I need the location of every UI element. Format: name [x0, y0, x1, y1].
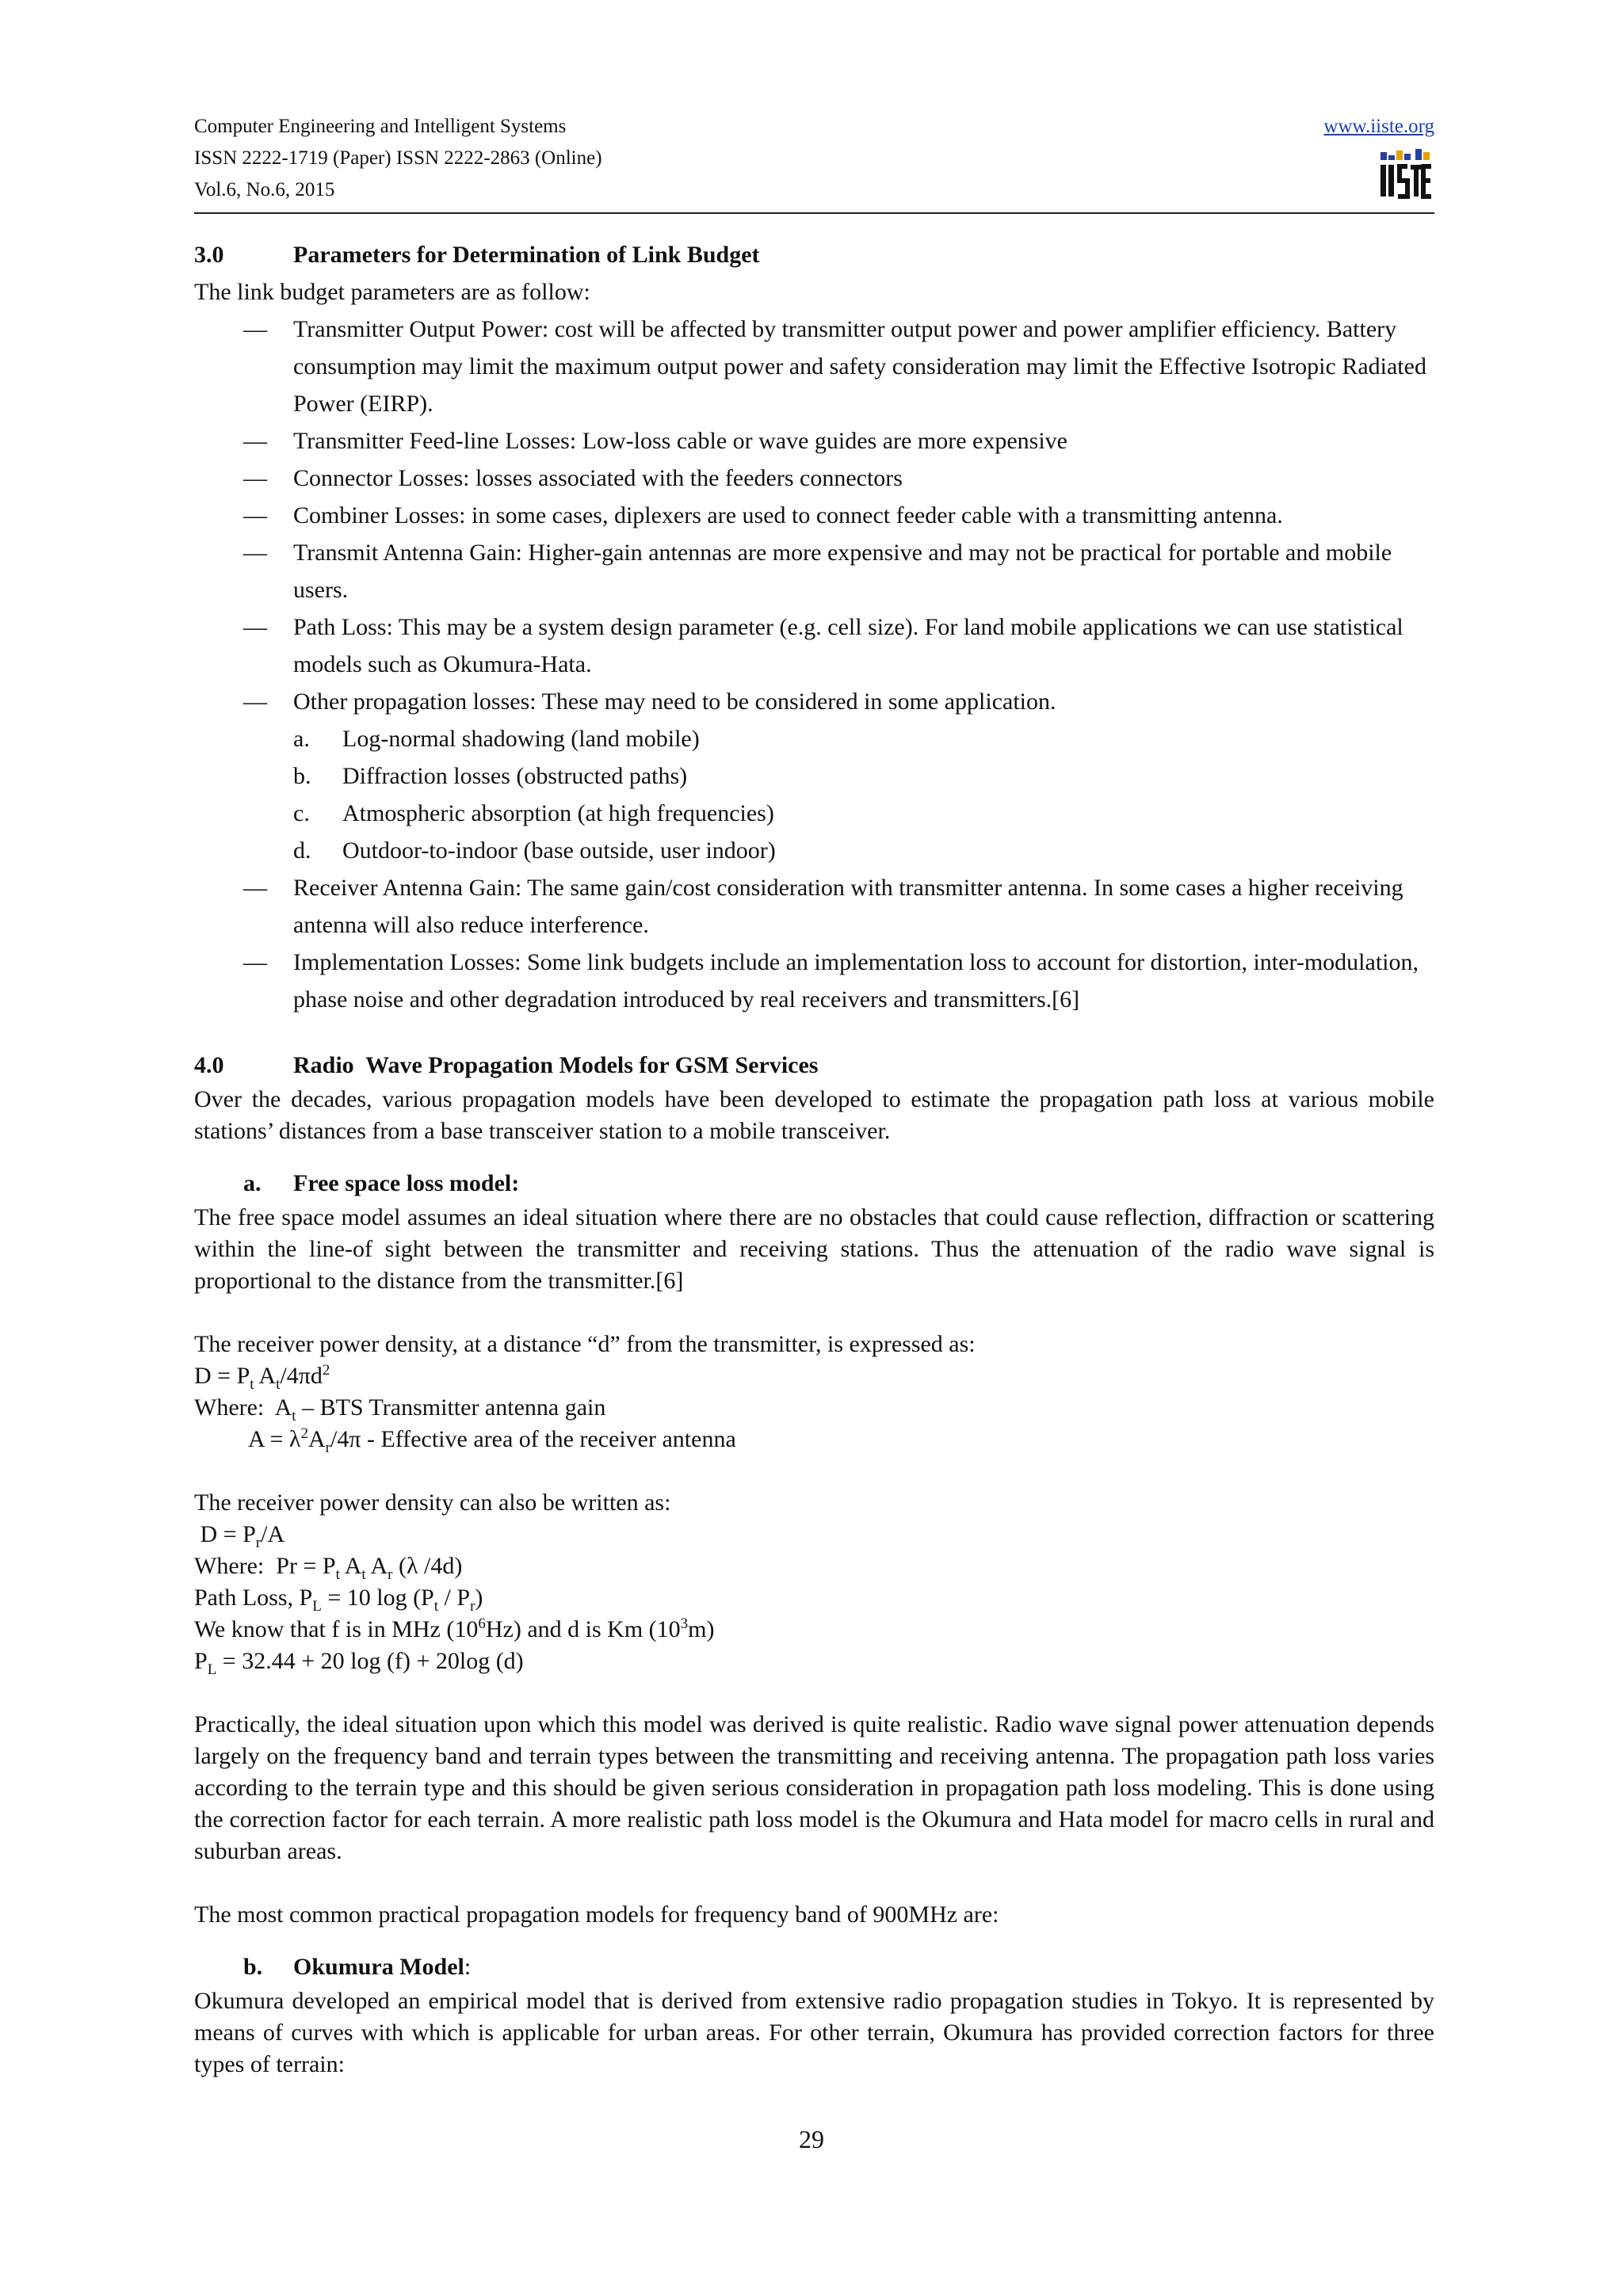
list-item: — Receiver Antenna Gain: The same gain/cost consideration with transmitter antenna. In some cases a higher receiving antenna will also reduce interference.: [243, 875, 1403, 938]
section-3-intro: The link budget parameters are as follow:: [194, 279, 590, 305]
list-item: — Implementation Losses: Some link budgets include an implementation loss to account for distortion, inter-modulation, phase noise and other degradation introduced by real receivers and transmitters.[6]: [243, 949, 1419, 1013]
list-item: — Path Loss: This may be a system design parameter (e.g. cell size). For land mobile applications we can use statistical models such as Okumura-Hata.: [243, 614, 1403, 677]
equation-received-power: Where: $Pr = P_t$ $A_t$ $A_r$ (λ /4d): [194, 1553, 463, 1583]
link-budget-list: [194, 311, 1434, 720]
density-intro: The receiver power density, at a distance “d” from the transmitter, is expressed as:: [194, 1331, 976, 1357]
list-item: — Transmitter Feed-line Losses: Low-loss cable or wave guides are more expensive: [243, 428, 1067, 454]
section-3-heading: 3.0 Parameters for Determination of Link Budget: [194, 242, 760, 268]
journal-name: Computer Engineering and Intelligent Systems: [194, 116, 567, 137]
sublist-item: c. Atmospheric absorption (at high frequencies): [293, 800, 774, 826]
sublist-item: d. Outdoor-to-indoor (base outside, user indoor): [293, 837, 776, 864]
equation-density: $D = P_t$ $A_t/4\pi d^2$: [194, 1362, 330, 1393]
section-4-heading: 4.0 Radio Wave Propagation Models for GSM Services: [194, 1052, 819, 1078]
link-budget-list-continued: [194, 869, 1434, 1018]
list-item: — Other propagation losses: These may need to be considered in some application.: [243, 688, 1056, 715]
equation-where-gain: Where: $A_t$ – BTS Transmitter antenna gain: [194, 1394, 606, 1425]
list-item: — Transmit Antenna Gain: Higher-gain antennas are more expensive and may not be practical for portable and mobile users.: [243, 540, 1392, 603]
sublist-item: b. Diffraction losses (obstructed paths): [293, 763, 688, 789]
page-header: [194, 111, 1434, 214]
page-body: [194, 236, 1434, 2081]
issn-line: ISSN 2222-1719 (Paper) ISSN 2222-2863 (Online): [194, 147, 602, 169]
list-item: — Transmitter Output Power: cost will be affected by transmitter output power and power amplifier efficiency. Battery consumption may limit the maximum output power and safety consideration may limit the Effective Isotropic Radiated Power (EIRP).: [243, 316, 1426, 417]
equation-path-loss-final: $P_L = 32.44 + 20$ log (f) + 20log (d): [194, 1648, 524, 1678]
sublist-item: a. Log-normal shadowing (land mobile): [293, 726, 700, 752]
propagation-loss-sublist: [194, 720, 1434, 869]
okumura-heading: b. Okumura Model:: [243, 1954, 472, 1980]
equation-path-loss: Path Loss, $P_L = 10$ $\log (P_t / P_r)$: [194, 1585, 483, 1615]
free-space-equations: [194, 1329, 1434, 1677]
paper-page: [194, 111, 1434, 2081]
okumura-paragraph: Okumura developed an empirical model that is derived from extensive radio propagation studies in Tokyo. It is represented by means of curves with which is applicable for urban areas. For other terrain, Okumura has provided correction factors for three types of terrain:: [194, 1988, 1434, 2077]
section-4-intro: Over the decades, various propagation models have been developed to estimate the propagation path loss at various mobile stations’ distances from a base transceiver station to a mobile transceiver.: [194, 1086, 1434, 1144]
equation-effective-area: $A = \lambda^2A_r/4\pi$ - Effective area of the receiver antenna: [248, 1425, 736, 1456]
free-space-heading: a. Free space loss model:: [243, 1170, 520, 1196]
equation-density-alt: $D = P_r/A$: [194, 1521, 285, 1551]
iiste-logo-icon: [1379, 147, 1433, 200]
density-alt-intro: The receiver power density can also be written as:: [194, 1489, 671, 1516]
equation-units: We know that f is in MHz $(10^6Hz)$ and d is Km $(10^3m)$: [194, 1615, 715, 1642]
common-models-line: The most common practical propagation models for frequency band of 900MHz are:: [194, 1901, 999, 1928]
list-item: — Combiner Losses: in some cases, diplexers are used to connect feeder cable with a transmitting antenna.: [243, 502, 1283, 528]
page-number: 29: [799, 2125, 824, 2153]
list-item: — Connector Losses: losses associated with the feeders connectors: [243, 465, 903, 491]
volume-line: Vol.6, No.6, 2015: [194, 179, 335, 200]
free-space-paragraph: The free space model assumes an ideal situation where there are no obstacles that could cause reflection, diffraction or scattering within the line-of sight between the transmitter and receiving stations. Thus the attenuation of the radio wave signal is proportional to the distance from the transmitter.[6]: [194, 1204, 1434, 1294]
practical-paragraph: Practically, the ideal situation upon which this model was derived is quite realistic. Radio wave signal power attenuation depends largely on the frequency band and terrain types between the transmitting and receiving antenna. The propagation path loss varies according to the terrain type and this should be given serious consideration in propagation path loss modeling. This is done using the correction factor for each terrain. A more realistic path loss model is the Okumura and Hata model for macro cells in rural and suburban areas.: [194, 1711, 1434, 1864]
website-link[interactable]: www.iiste.org: [1323, 116, 1434, 137]
